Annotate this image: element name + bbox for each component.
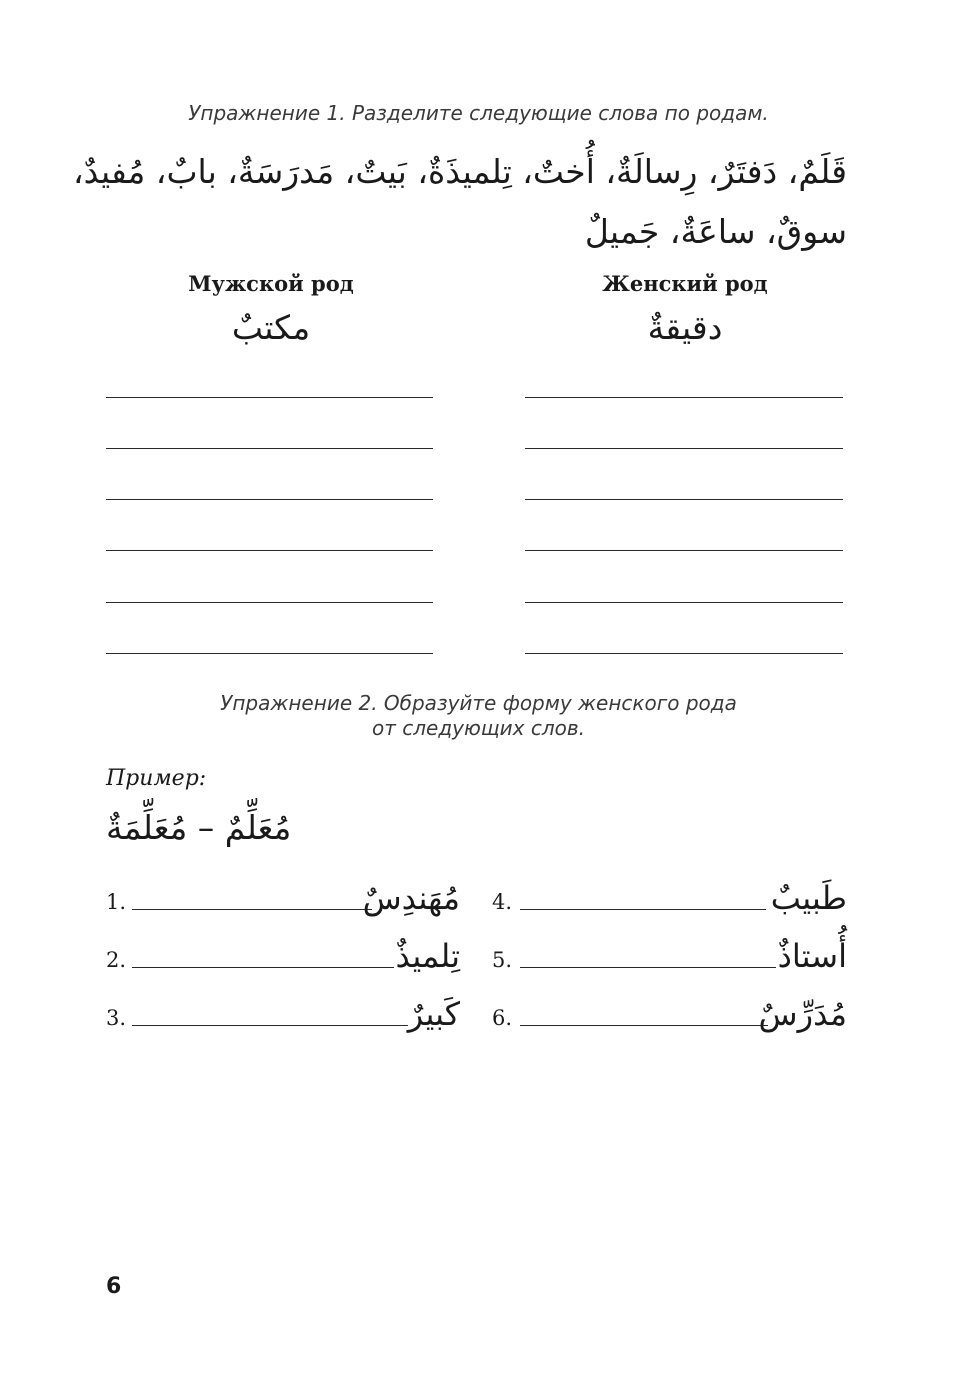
exercise-2-title-line-1: Упражнение 2. Образуйте форму женского рода (220, 691, 737, 715)
answer-line[interactable] (132, 909, 372, 910)
answer-line[interactable] (106, 397, 433, 398)
task-word: طَبيبٌ (770, 879, 847, 917)
answer-line[interactable] (106, 550, 433, 551)
answer-line[interactable] (106, 499, 433, 500)
answer-line[interactable] (520, 909, 766, 910)
page-number: 6 (106, 1274, 122, 1299)
answer-line[interactable] (525, 653, 843, 654)
answer-line[interactable] (106, 602, 433, 603)
word-list-line-1: قَلَمٌ، دَفتَرٌ، رِسالَةٌ، أُختٌ، تِلميذَةٌ، بَيتٌ، مَدرَسَةٌ، بابٌ، مُفيدٌ، (73, 152, 847, 191)
answer-line[interactable] (520, 967, 776, 968)
answer-line[interactable] (525, 499, 843, 500)
task-number: 1. (106, 890, 127, 914)
masculine-heading: Мужской род (188, 271, 354, 296)
task-word: كَبيرٌ (407, 995, 460, 1033)
answer-line[interactable] (520, 1025, 768, 1026)
feminine-example: دقيقةٌ (647, 308, 723, 347)
task-word: تِلميذٌ (395, 937, 460, 975)
task-word: مُدَرِّسٌ (758, 995, 847, 1033)
answer-line[interactable] (132, 967, 394, 968)
answer-line[interactable] (106, 448, 433, 449)
answer-line[interactable] (525, 397, 843, 398)
answer-line[interactable] (132, 1025, 408, 1026)
word-list-line-2: سوقٌ، ساعَةٌ، جَميلٌ (584, 212, 847, 251)
answer-line[interactable] (525, 550, 843, 551)
task-word: مُهَندِسٌ (362, 879, 460, 917)
example-label: Пример: (106, 766, 207, 791)
task-number: 3. (106, 1006, 127, 1030)
answer-line[interactable] (525, 448, 843, 449)
masculine-example: مكتبٌ (231, 308, 311, 347)
task-word: أُستاذٌ (777, 937, 847, 975)
task-item (492, 986, 847, 1036)
task-number: 2. (106, 948, 127, 972)
task-item (492, 870, 847, 920)
task-item (106, 928, 460, 978)
task-number: 5. (492, 948, 513, 972)
task-number: 4. (492, 890, 513, 914)
exercise-2-title-line-2: от следующих слов. (371, 716, 586, 740)
task-number: 6. (492, 1006, 513, 1030)
feminine-heading: Женский род (602, 271, 768, 296)
task-item (492, 928, 847, 978)
exercise-1-title: Упражнение 1. Разделите следующие слова по родам. (188, 101, 769, 125)
task-item (106, 986, 460, 1036)
answer-line[interactable] (106, 653, 433, 654)
example-pair: مُعَلِّمٌ – مُعَلِّمَةٌ (106, 808, 292, 847)
task-item (106, 870, 460, 920)
answer-line[interactable] (525, 602, 843, 603)
